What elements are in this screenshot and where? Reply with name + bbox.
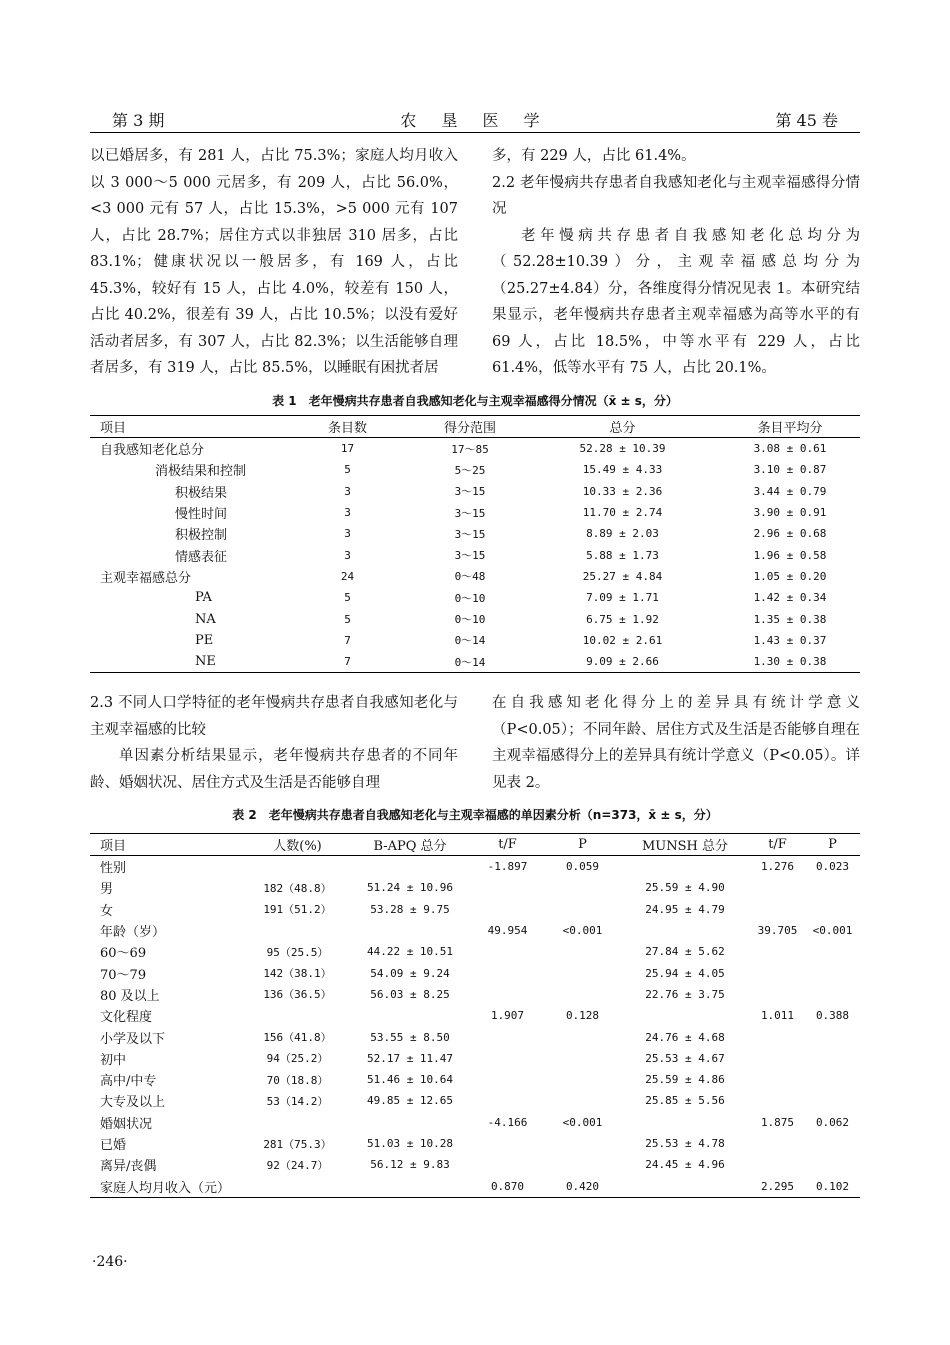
table-cell — [350, 920, 470, 941]
table-cell: 49.85 ± 12.65 — [366, 1094, 454, 1108]
column-header: P — [545, 834, 620, 856]
table-cell — [805, 941, 860, 962]
table-cell — [350, 1112, 470, 1133]
table-cell: -1.897 — [487, 860, 528, 874]
table-cell: <0.001 — [562, 924, 603, 938]
table-cell: 0～10 — [454, 613, 486, 627]
table-row — [90, 1090, 860, 1111]
table-cell — [620, 1005, 750, 1026]
column-header: 得分范围 — [415, 416, 525, 438]
table-cell — [545, 1133, 620, 1154]
table-cell: 52.17 ± 11.47 — [366, 1051, 454, 1065]
table-cell: 小学及以下 — [100, 1031, 166, 1047]
table-row — [90, 856, 860, 878]
table-row — [90, 608, 860, 629]
table-cell — [470, 877, 545, 898]
table-header-row — [90, 834, 860, 856]
table-cell — [620, 1112, 750, 1133]
table-cell: 1.96 ± 0.58 — [753, 548, 827, 562]
table-row — [90, 1154, 860, 1175]
table-cell — [805, 899, 860, 920]
table-cell: 0.388 — [815, 1009, 850, 1023]
table-cell: 文化程度 — [100, 1010, 153, 1026]
table-cell — [750, 877, 805, 898]
table-row — [90, 1112, 860, 1133]
table-cell: 0.023 — [815, 860, 850, 874]
table-cell: 1.30 ± 0.38 — [720, 651, 860, 673]
table-cell: 5.88 ± 1.73 — [586, 548, 659, 562]
table-cell: 已婚 — [100, 1138, 127, 1153]
table-cell — [805, 1069, 860, 1090]
section-heading-2-3: 2.3 不同人口学特征的老年慢病共存患者自我感知老化与主观幸福感的比较 — [90, 695, 458, 738]
table-cell: <0.001 — [812, 924, 853, 938]
table-row — [90, 1175, 860, 1197]
table-cell: 男 — [100, 882, 114, 898]
table-cell — [470, 984, 545, 1005]
table-cell: <0.001 — [562, 1115, 603, 1129]
table-cell: 3.90 ± 0.91 — [753, 506, 827, 520]
table-cell: 1.011 — [760, 1009, 795, 1023]
table-cell: 51.03 ± 10.28 — [366, 1137, 454, 1150]
table-cell: 281（75.3） — [263, 1137, 332, 1151]
table-cell: 2.295 — [750, 1175, 805, 1197]
table-row — [90, 459, 860, 480]
table-cell: 0～48 — [454, 570, 486, 584]
table-row — [90, 481, 860, 502]
table-cell: 3～15 — [454, 506, 486, 520]
table-cell: 39.705 — [757, 924, 798, 938]
table-cell: 0.420 — [545, 1175, 620, 1197]
table-cell: 5 — [344, 591, 351, 605]
table-cell: 182（48.8） — [263, 881, 332, 895]
table-cell: 142（38.1） — [263, 967, 332, 981]
table-cell — [750, 1026, 805, 1047]
table-cell — [470, 1026, 545, 1047]
table-row — [90, 962, 860, 983]
table-cell: 6.75 ± 1.92 — [586, 612, 659, 626]
table-row — [90, 438, 860, 460]
table-cell: 5 — [344, 463, 351, 477]
table-cell — [750, 962, 805, 983]
table-cell: 191（51.2） — [263, 903, 332, 917]
table-cell: 婚姻状况 — [100, 1116, 153, 1132]
table-cell — [620, 856, 750, 878]
table-cell — [805, 962, 860, 983]
table-cell — [750, 1133, 805, 1154]
running-header — [90, 108, 860, 133]
table-cell — [545, 1090, 620, 1111]
table-cell: 3.08 ± 0.61 — [753, 442, 827, 456]
column-header: B-APQ 总分 — [350, 834, 470, 856]
table-cell: 54.09 ± 9.24 — [370, 966, 450, 980]
table-cell — [750, 1048, 805, 1069]
table-cell — [750, 1154, 805, 1175]
table-cell: 0.062 — [815, 1115, 850, 1129]
table-cell — [470, 1154, 545, 1175]
table-cell: 17～85 — [451, 442, 489, 456]
column-header: 条目数 — [280, 416, 415, 438]
table-cell: PA — [195, 590, 212, 606]
table-cell — [750, 941, 805, 962]
table-cell: 53（14.2） — [266, 1094, 329, 1108]
table2 — [90, 833, 860, 1198]
table-cell — [805, 1026, 860, 1047]
table-cell — [805, 877, 860, 898]
table-row — [90, 544, 860, 565]
table-cell: 1.42 ± 0.34 — [753, 591, 827, 605]
table-cell: 56.03 ± 8.25 — [370, 987, 450, 1001]
column-header: 人数(%) — [245, 834, 350, 856]
table-cell: 25.27 ± 4.84 — [582, 569, 663, 583]
table-cell: 25.53 ± 4.67 — [645, 1051, 725, 1065]
table-cell — [620, 920, 750, 941]
table-cell: 3.44 ± 0.79 — [753, 484, 827, 498]
table-row — [90, 984, 860, 1005]
table-cell: 60～69 — [100, 946, 147, 962]
table-row — [90, 651, 860, 673]
right-column-top — [492, 143, 860, 382]
table-row — [90, 630, 860, 651]
table-cell: 3.10 ± 0.87 — [753, 463, 827, 477]
table-cell: 3～15 — [454, 549, 486, 563]
table-cell: 积极控制 — [175, 528, 228, 544]
table-cell — [350, 1175, 470, 1197]
table-cell: 自我感知老化总分 — [100, 443, 205, 459]
table-cell: 95（25.5） — [266, 945, 329, 959]
table-cell: 7 — [280, 651, 415, 673]
table-row — [90, 587, 860, 608]
table-cell — [470, 941, 545, 962]
table1-caption: 表 1 老年慢病共存患者自我感知老化与主观幸福感得分情况（x̄ ± s，分） — [272, 394, 678, 408]
table-cell: 年龄（岁） — [100, 925, 166, 941]
table-cell — [350, 856, 470, 878]
column-header: t/F — [750, 834, 805, 856]
table-cell: 1.907 — [490, 1009, 525, 1023]
table-cell — [805, 984, 860, 1005]
table-cell: 3 — [344, 506, 351, 520]
table-cell — [805, 1133, 860, 1154]
table-row — [90, 1005, 860, 1026]
table-cell — [470, 899, 545, 920]
table-cell: 性别 — [100, 861, 127, 877]
left-column-top — [90, 143, 458, 382]
table-row — [90, 523, 860, 544]
table-cell — [545, 1154, 620, 1175]
table-cell: 24 — [340, 569, 355, 583]
table-cell — [470, 962, 545, 983]
table-cell — [545, 962, 620, 983]
table-cell: 3 — [344, 548, 351, 562]
table-cell — [750, 1069, 805, 1090]
table-cell: 53.28 ± 9.75 — [370, 902, 450, 916]
column-header: 条目平均分 — [720, 416, 860, 438]
table-cell: 52.28 ± 10.39 — [579, 442, 666, 456]
table-cell: 2.96 ± 0.68 — [753, 527, 827, 541]
table-cell: 24.95 ± 4.79 — [645, 902, 725, 916]
paragraph: 老年慢病共存患者自我感知老化总均分为（52.28±10.39）分，主观幸福感总均分为（25.27±4.84）分，各维度得分情况见表 1。本研究结果显示，老年慢病共存患者主观幸福感为高等水平的有 69 人，占比 18.5%，中等水平有 229 人，占比 61.4%，低等水平有 75 人，占比 20.1%。 — [492, 227, 860, 376]
table-row — [90, 502, 860, 523]
table-cell — [470, 1133, 545, 1154]
table-cell: 56.12 ± 9.83 — [370, 1158, 450, 1172]
table-cell: 1.35 ± 0.38 — [753, 612, 827, 626]
paragraph: 多，有 229 人，占比 61.4%。 — [492, 148, 696, 164]
table-cell: 24.76 ± 4.68 — [645, 1030, 725, 1044]
table-cell: 0～10 — [454, 591, 486, 605]
paragraph: 在自我感知老化得分上的差异具有统计学意义（P<0.05）；不同年龄、居住方式及生活是否能够自理在主观幸福感得分上的差异具有统计学意义（P<0.05）。详见表 2。 — [492, 695, 860, 791]
table-cell: 53.55 ± 8.50 — [370, 1030, 450, 1044]
column-header: MUNSH 总分 — [620, 834, 750, 856]
table-cell: 3 — [344, 484, 351, 498]
table-cell: 3～15 — [454, 527, 486, 541]
table-cell: NA — [195, 611, 216, 627]
table-cell: 8.89 ± 2.03 — [586, 527, 659, 541]
table-cell — [470, 1069, 545, 1090]
section-heading-2-2: 2.2 老年慢病共存患者自我感知老化与主观幸福感得分情况 — [492, 174, 860, 217]
table2-caption: 表 2 老年慢病共存患者自我感知老化与主观幸福感的单因素分析（n=373，x̄ ± s，分） — [232, 808, 718, 822]
table-row — [90, 1026, 860, 1047]
table-cell: 情感表征 — [175, 549, 228, 565]
table-cell: 初中 — [100, 1052, 127, 1068]
left-column-mid — [90, 690, 458, 796]
table-cell — [805, 1090, 860, 1111]
table-cell — [545, 1026, 620, 1047]
table-cell — [750, 899, 805, 920]
column-header: 项目 — [90, 834, 245, 856]
table-cell — [805, 1048, 860, 1069]
column-header: 总分 — [525, 416, 720, 438]
table-cell: 25.53 ± 4.78 — [645, 1137, 725, 1150]
table-row — [90, 877, 860, 898]
table-cell: 5 — [344, 612, 351, 626]
table-row — [90, 566, 860, 587]
journal-name: 农 垦 医 学 — [400, 111, 550, 130]
table-cell: 22.76 ± 3.75 — [645, 987, 725, 1001]
table-cell: 136（36.5） — [263, 988, 332, 1002]
table-cell: 51.24 ± 10.96 — [366, 881, 454, 895]
table-cell: 3～15 — [454, 485, 486, 499]
table-cell: PE — [195, 632, 214, 648]
table-cell: 5～25 — [454, 463, 486, 477]
table-cell — [805, 1154, 860, 1175]
table-cell — [470, 1090, 545, 1111]
table-cell: 11.70 ± 2.74 — [582, 506, 663, 520]
table-cell: 0～14 — [415, 651, 525, 673]
table-cell: NE — [90, 651, 280, 673]
page-number: ·246· — [92, 1254, 128, 1270]
table-header-row — [90, 416, 860, 438]
table-cell: 10.33 ± 2.36 — [582, 484, 663, 498]
table-cell — [245, 1112, 350, 1133]
table-cell: 女 — [100, 903, 114, 919]
table-cell: 家庭人均月收入（元） — [90, 1175, 245, 1197]
table-cell: 大专及以上 — [100, 1095, 166, 1111]
table-cell — [245, 1175, 350, 1197]
table-cell — [350, 1005, 470, 1026]
table-cell: 24.45 ± 4.96 — [645, 1158, 725, 1172]
column-header: P — [805, 834, 860, 856]
table-cell: 1.875 — [760, 1115, 795, 1129]
table-cell — [750, 984, 805, 1005]
table-cell: 离异/丧偶 — [100, 1159, 157, 1175]
table-cell — [545, 1069, 620, 1090]
table-cell: 积极结果 — [175, 485, 228, 501]
table-cell: 17 — [340, 442, 355, 456]
table-cell: 70～79 — [100, 967, 147, 983]
table1 — [90, 415, 860, 673]
table-cell: 9.09 ± 2.66 — [525, 651, 720, 673]
table-cell: 0.102 — [805, 1175, 860, 1197]
table-row — [90, 1069, 860, 1090]
table-cell: 1.43 ± 0.37 — [753, 633, 827, 647]
table-row — [90, 899, 860, 920]
table-row — [90, 920, 860, 941]
table-cell: 51.46 ± 10.64 — [366, 1073, 454, 1087]
table-cell — [545, 941, 620, 962]
issue-number: 第 3 期 — [112, 111, 165, 130]
table-cell: 25.59 ± 4.86 — [645, 1073, 725, 1087]
table-cell: 7 — [344, 633, 351, 647]
paragraph: 以已婚居多，有 281 人，占比 75.3%；家庭人均月收入以 3 000～5 000 元居多，有 209 人，占比 56.0%，<3 000 元有 57 人，占比 15.3%，>5 000 元有 107 人，占比 28.7%；居住方式以非独居 310 居多，占比 83.1%；健康状况以一般居多，有 169 人，占比 45.3%，较好有 15 人，占比 4.0%，较差有 150 人，占比 40.2%，很差有 39 人，占比 10.5%；以没有爱好活动者居多，有 307 人，占比 82.3%；以生活能够自理者居多，有 319 人，占比 85.5%，以睡眠有困扰者居 — [90, 148, 458, 376]
table-cell — [750, 1090, 805, 1111]
table-cell: 27.84 ± 5.62 — [645, 945, 725, 959]
table-cell: 25.85 ± 5.56 — [645, 1094, 725, 1108]
right-column-mid — [492, 690, 860, 796]
table-cell: 94（25.2） — [266, 1052, 329, 1066]
table-cell — [545, 877, 620, 898]
table-cell: 1.276 — [760, 860, 795, 874]
table-cell: 15.49 ± 4.33 — [582, 463, 663, 477]
table-cell — [245, 920, 350, 941]
table-cell — [545, 1048, 620, 1069]
table-row — [90, 1133, 860, 1154]
table-cell: 156（41.8） — [263, 1031, 332, 1045]
table-cell: 44.22 ± 10.51 — [366, 945, 454, 959]
table-cell: 消极结果和控制 — [155, 464, 247, 480]
table-cell: 1.05 ± 0.20 — [753, 569, 827, 583]
table-cell: 25.59 ± 4.90 — [645, 881, 725, 895]
table-cell: 3 — [344, 527, 351, 541]
column-header: 项目 — [90, 416, 280, 438]
table-cell: -4.166 — [487, 1115, 528, 1129]
table-cell: 10.02 ± 2.61 — [582, 633, 663, 647]
table-cell: 0.870 — [470, 1175, 545, 1197]
table-cell — [545, 984, 620, 1005]
table-cell: 0.059 — [565, 860, 600, 874]
table-cell: 80 及以上 — [100, 988, 160, 1004]
table-cell — [245, 856, 350, 878]
table-row — [90, 1048, 860, 1069]
table-cell — [470, 1048, 545, 1069]
table-cell — [545, 899, 620, 920]
table-cell: 25.94 ± 4.05 — [645, 966, 725, 980]
table-cell: 高中/中专 — [100, 1074, 157, 1090]
table-cell: 0～14 — [454, 634, 486, 648]
paragraph: 单因素分析结果显示，老年慢病共存患者的不同年龄、婚姻状况、居住方式及生活是否能够自理 — [90, 748, 458, 791]
volume-number: 第 45 卷 — [775, 111, 838, 130]
table-row — [90, 941, 860, 962]
table-cell: 慢性时间 — [175, 507, 228, 523]
table-cell: 92（24.7） — [266, 1158, 329, 1172]
table-cell: 7.09 ± 1.71 — [586, 591, 659, 605]
column-header: t/F — [470, 834, 545, 856]
table-cell — [620, 1175, 750, 1197]
table-cell: 0.128 — [565, 1009, 600, 1023]
table-cell — [245, 1005, 350, 1026]
table-cell: 主观幸福感总分 — [100, 570, 192, 586]
table-cell: 70（18.8） — [266, 1073, 329, 1087]
table-cell: 49.954 — [487, 924, 528, 938]
